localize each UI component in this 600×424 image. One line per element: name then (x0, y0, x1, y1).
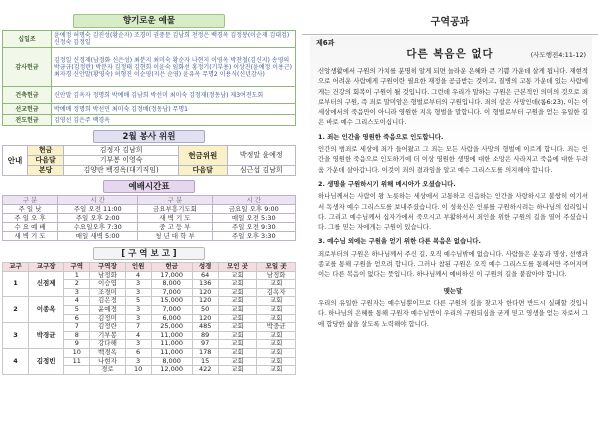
right-panel (302, 2, 598, 420)
district-cell: 11,000 (151, 331, 192, 340)
district-cell: 2 (64, 280, 90, 289)
service-cell: 금요부흥기도회 (138, 205, 212, 214)
service-header-row (3, 196, 296, 205)
district-header-row (3, 263, 296, 272)
closing-heading: 맺는말 (443, 286, 463, 295)
volunteer-names: 기부봉 이영숙 (64, 156, 179, 166)
service-cell: 수요일오후 7:30 (58, 223, 138, 232)
lesson-intro: 신앙생활에서 구원의 가치를 분명히 알게 되면 놀라운 은혜와 큰 기쁨 가운데 살게 됩니다. 재현적으로 어려운 사람에게 구원이란 필요한 재정을 공급받는 것이고, 질병의 고통 가운데 있는 사람에게는 건강의 회복이 구원이 될 것입니다. 그런데 우리가 말하는 구원은 근본적인 의미의 것으로 죄로부터의 구원, 즉 죄로 말미암은 형벌로부터의 구원입니다. 죄의 삯은 사망인데(롬6:23), 이는 이 세상에서의 죽음만이 아니라 영원한 지옥 형벌을 말합니다. 이 형벌로부터 구원을 얻는 유일한 길은 바로 예수 그리스도이십니다. (318, 67, 589, 127)
section-paragraph: 인간의 범죄로 세상에 죄가 들어왔고 그 죄는 모든 사람을 사망의 형벌에 이르게 합니다. 죄는 인간을 영원한 죽음으로 인도하기에 더 이상 영원한 생명에 대한 소망은 사라지고 죽음에 대한 두려움 가운데 살아갑니다. 이것이 죄의 결과임을 알고 예수 그리스도를 의지해야 합니다. (318, 145, 588, 174)
district-leader: 박경균 (29, 323, 64, 349)
district-cell: 3 (125, 288, 151, 297)
service-header-cell: 구 분 (3, 196, 58, 205)
district-cell: 교회 (257, 331, 296, 340)
district-leader: 신점제 (29, 271, 64, 297)
district-cell: 10 (125, 366, 151, 375)
district-cell: 김정미 (90, 314, 125, 323)
district-cell (64, 366, 90, 375)
offering-row (3, 87, 296, 104)
district-cell: 25,000 (151, 323, 192, 332)
district-cell: 교회 (257, 280, 296, 289)
district-cell: 4 (64, 297, 90, 306)
offering-table (2, 30, 296, 126)
district-leader: 이종옥 (29, 297, 64, 323)
district-cell: 5 (125, 297, 151, 306)
offering-row (3, 115, 296, 126)
district-cell: 120 (192, 288, 218, 297)
service-cell: 새 벽 기 도 (3, 232, 58, 241)
district-cell: 경로 (90, 366, 125, 375)
district-cell: 15 (192, 357, 218, 366)
district-header-cell: 인원 (125, 263, 151, 272)
district-cell: 64 (192, 271, 218, 280)
service-header-cell: 시 간 (212, 196, 296, 205)
district-cell: 남정화 (90, 271, 125, 280)
service-row (3, 232, 296, 241)
district-cell: 120 (192, 314, 218, 323)
district-cell: 3 (125, 280, 151, 289)
section-heading: 2. 생명을 구원하시기 위해 메시아가 오셨습니다. (318, 179, 456, 188)
district-cell: 11,000 (151, 348, 192, 357)
offering-title: 향기로운 예물 (73, 14, 225, 28)
volunteer-table (2, 145, 296, 176)
lesson-number: 제6과 (316, 39, 335, 47)
service-cell: 청 년 대 학 부 (138, 232, 212, 241)
district-cell: 교회 (257, 305, 296, 314)
district-cell: 5 (64, 305, 90, 314)
lesson-title: 다른 복음은 없다 (406, 48, 494, 60)
district-row (3, 271, 296, 280)
district-header-cell: 교구 (3, 263, 29, 272)
section-paragraph: 하나님께서는 사람이 왕 노릇하는 세상에서 고통하고 신음하는 인간을 사랑하시고 불쌍히 여기셔서 독생자 예수 그리스도를 보내주셨습니다. 이 성육신은 인류를 구원하시려는 하나님의 섭리입니다. 그리고 예수님께서 십자가에서 죽으시고 부활하셔서 죄인을 위한 구원의 길을 열어 주셨습니다. 그를 믿는 자에게는 구원이 있습니다. (318, 192, 588, 232)
volunteer-role: 다음달 (179, 166, 228, 176)
district-cell: 교회 (218, 357, 257, 366)
section-paragraph: 죄로부터의 구원은 하나님께서 주신 길, 오직 예수님밖에 없습니다. 사람들은 운동과 명상, 선행과 종교를 통해 구원을 얻으려 합니다. 그러나 참된 구원은 오직 예수 그리스도를 통해서만 주어지며 이는 다른 복음이 없다는 뜻입니다. 하나님께서 예비하신 이 구원의 길을 붙잡아야 합니다. (318, 249, 588, 279)
district-cell: 4 (125, 331, 151, 340)
lesson-body (318, 66, 588, 331)
district-cell: 7 (64, 323, 90, 332)
service-cell: 중 고 등 부 (138, 223, 212, 232)
district-cell: 12,000 (151, 366, 192, 375)
district-cell: 1 (64, 271, 90, 280)
district-header-cell: 헌금 (151, 263, 192, 272)
district-cell: 7 (125, 323, 151, 332)
service-cell: 주일 오후 2:00 (58, 214, 138, 223)
district-cell: 교회 (218, 297, 257, 306)
district-cell: 3 (64, 288, 90, 297)
district-header-cell: 모일 곳 (257, 263, 296, 272)
district-cell: 3 (125, 314, 151, 323)
district-header-cell: 교구장 (29, 263, 64, 272)
offering-row (3, 31, 296, 48)
district-cell: 11 (64, 357, 90, 366)
district-row (3, 297, 296, 306)
district-cell: 교회 (218, 280, 257, 289)
offering-category: 십일조 (3, 31, 52, 48)
service-row (3, 214, 296, 223)
district-cell: 8,000 (151, 280, 192, 289)
district-header-cell: 구역장 (90, 263, 125, 272)
service-cell: 주일 오후 3:30 (212, 232, 296, 241)
district-row (3, 348, 296, 357)
district-table (2, 262, 296, 375)
district-cell: 교회 (218, 288, 257, 297)
volunteer-role: 현금 (28, 146, 64, 156)
district-cell: 97 (192, 340, 218, 349)
district-header-cell: 모인 곳 (218, 263, 257, 272)
district-cell: 8 (64, 331, 90, 340)
district-cell: 나현자 (90, 357, 125, 366)
district-row (3, 323, 296, 332)
volunteer-committee-names: 박정말 윤예정 (227, 146, 295, 166)
service-cell: 매일 새벽 5:00 (58, 232, 138, 241)
scripture-reference: (사도행전4:11-12) (530, 51, 586, 59)
offering-category: 건축헌금 (3, 87, 52, 104)
district-cell: 15,000 (151, 297, 192, 306)
district-cell: 10 (64, 348, 90, 357)
service-cell: 수 요 예 배 (3, 223, 58, 232)
volunteer-title: 2월 봉사 위원 (93, 130, 205, 143)
district-cell: 3 (125, 340, 151, 349)
district-cell: 조경미 (90, 288, 125, 297)
district-cell: 교회 (218, 271, 257, 280)
service-cell: 금요일 오후 9:00 (212, 205, 296, 214)
district-cell: 50 (192, 305, 218, 314)
district-cell: 3 (125, 305, 151, 314)
volunteer-role: 다음달 (28, 156, 64, 166)
offering-category: 전도헌금 (3, 115, 52, 126)
district-cell: 교회 (218, 366, 257, 375)
service-cell: 주 일 낮 (3, 205, 58, 214)
district-gyogu: 1 (3, 271, 29, 297)
district-cell: 178 (192, 348, 218, 357)
district-title: [ 구 역 보 고 ] (93, 247, 205, 260)
district-gyogu: 3 (3, 323, 29, 349)
district-cell: 교회 (257, 340, 296, 349)
service-cell: 매일 오전 5:30 (212, 214, 296, 223)
service-cell: 주일 오전 11:00 (58, 205, 138, 214)
volunteer-names: 김양란 백경옥(대기직임) (64, 166, 179, 176)
district-cell: 9 (64, 340, 90, 349)
service-header-cell: 시 간 (58, 196, 138, 205)
offering-names: 신안말 김옥자 정명희 박예배 김남희 박선미 최미숙 김정재(정동남) 제3여전도회 (52, 87, 296, 104)
district-gyogu: 4 (3, 348, 29, 374)
district-cell: 이승엽 (90, 280, 125, 289)
district-cell: 교회 (218, 323, 257, 332)
volunteer-guide-label: 안내 (3, 146, 28, 176)
service-cell: 주일 오전 9:30 (212, 223, 296, 232)
offering-names: 김영선 김은주 백경옥 (52, 115, 296, 126)
district-cell: 6 (125, 348, 151, 357)
district-cell: 6 (64, 314, 90, 323)
district-gyogu: 2 (3, 297, 29, 323)
district-cell: 136 (192, 280, 218, 289)
district-cell: 120 (192, 297, 218, 306)
section-title: 구역공과 (430, 17, 470, 28)
district-cell: 6,000 (151, 314, 192, 323)
closing-paragraph: 우리의 유일한 구원자는 예수님뿐이므로 다른 구원의 길을 찾고자 한다면 반드시 실패할 것입니다. 하나님의 은혜를 통해 구원자 예수님만이 우리의 구원되심을 굳게 믿고 영생을 얻는 자로서 그에 합당한 삶을 살도록 노력해야 합니다. (318, 298, 588, 328)
district-cell: 강다해 (90, 340, 125, 349)
district-cell: 교회 (257, 297, 296, 306)
district-cell: 교회 (218, 340, 257, 349)
district-cell: 교회 (218, 331, 257, 340)
offering-names: 김정일 신정재(남정화 신은성) 최분지 최미숙 황순자 나현지 이영옥 박찬철(김신지) 송영의 박금규(김정란) 박분자 김정태 김현희 이윤숙 임화선 홍정기(기부용) 이상진(윤예정 이용근) 최자경 신안말(황영숙) 허형진 이순영(지은 순영) 윤유옥 무명2 이용식(신년감사) (52, 48, 296, 87)
district-cell: 7,000 (151, 305, 192, 314)
district-cell: 백경옥 (90, 348, 125, 357)
section-heading: 1. 죄는 인간을 영원한 죽음으로 인도합니다. (318, 132, 444, 141)
district-cell: 3 (125, 357, 151, 366)
district-cell: 8,000 (151, 357, 192, 366)
district-cell: 남정화 (257, 271, 296, 280)
offering-names: 윤예정 허명숙 김진성(황순자) 조경미 권중문 김남희 천정은 백경옥 김정봉(이순재 김대검) 신정숙 김정일 (52, 31, 296, 48)
service-header-cell: 구 분 (138, 196, 212, 205)
title-divider (302, 34, 598, 35)
district-cell: 김정란 (90, 323, 125, 332)
service-row (3, 205, 296, 214)
volunteer-role: 본당 (28, 166, 64, 176)
district-cell: 11,000 (151, 340, 192, 349)
offering-row (3, 104, 296, 115)
offering-names: 박예배 정명희 박선민 최미숙 김정배(정동남) 무명1 (52, 104, 296, 115)
district-cell: 89 (192, 331, 218, 340)
district-cell: 17,000 (151, 271, 192, 280)
district-cell: 기부봉 (90, 331, 125, 340)
service-title: 예배시간표 (103, 180, 195, 193)
district-cell: 7,000 (151, 288, 192, 297)
service-cell: 주 일 오 후 (3, 214, 58, 223)
district-header-cell: 성경 (192, 263, 218, 272)
offering-category: 선교헌금 (3, 104, 52, 115)
district-cell: 교회 (218, 314, 257, 323)
district-cell: 김은정 (90, 297, 125, 306)
section-heading: 3. 예수님 외에는 구원을 얻기 위한 다른 복음은 없습니다. (318, 237, 481, 246)
district-cell: 교회 (218, 348, 257, 357)
district-cell: 교회 (257, 314, 296, 323)
volunteer-names: 김정자 김남희 (64, 146, 179, 156)
offering-row (3, 48, 296, 87)
district-cell: 박중균 (257, 323, 296, 332)
left-panel (2, 2, 296, 420)
district-leader: 김정빈 (29, 348, 64, 374)
district-cell: 김옥자 (257, 288, 296, 297)
service-table (2, 195, 296, 241)
district-cell: 4 (125, 271, 151, 280)
district-cell: 교회 (257, 366, 296, 375)
district-cell: 422 (192, 366, 218, 375)
district-cell: 교회 (257, 348, 296, 357)
district-header-cell: 구역 (64, 263, 90, 272)
service-row (3, 223, 296, 232)
district-cell: 교회 (257, 357, 296, 366)
district-cell: 교회 (218, 305, 257, 314)
district-cell: 485 (192, 323, 218, 332)
volunteer-committee-label: 헌금위원 (179, 146, 228, 166)
district-cell: 윤예정 (90, 305, 125, 314)
offering-category: 감사헌금 (3, 48, 52, 87)
service-cell: 새 벽 기 도 (138, 214, 212, 223)
volunteer-names: 심근섭 김남희 (227, 166, 295, 176)
